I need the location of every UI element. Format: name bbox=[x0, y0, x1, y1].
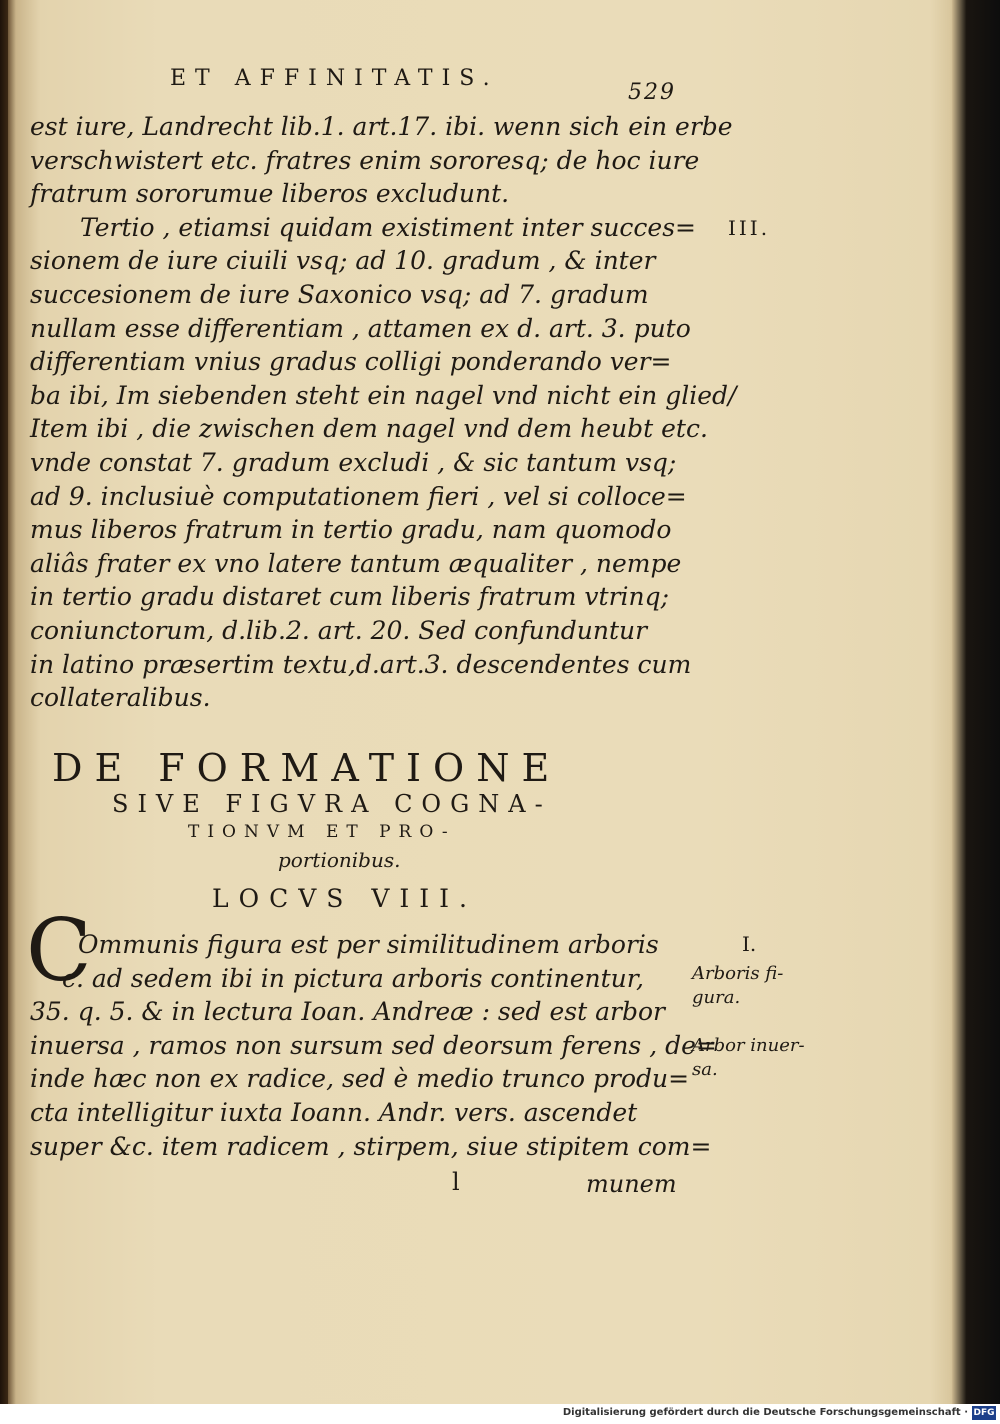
text-line: nullam esse differentiam , attamen ex d. art. 3. puto bbox=[30, 313, 691, 343]
text-line: vnde constat 7. gradum excludi , & sic tantum vsq; bbox=[30, 447, 677, 477]
text-line: aliâs frater ex vno latere tantum æqualiter , nempe bbox=[30, 548, 682, 578]
text-line: cta intelligitur iuxta Ioann. Andr. vers. ascendet bbox=[30, 1097, 638, 1127]
text-line: est iure, Landrecht lib.1. art.17. ibi. wenn sich ein erbe bbox=[30, 112, 733, 141]
text-line: ad 9. inclusiuè computationem fieri , vel si colloce= bbox=[30, 481, 687, 511]
text-line: Item ibi , die zwischen dem nagel vnd dem heubt etc. bbox=[30, 414, 708, 444]
dfg-logo-icon: DFG bbox=[973, 1408, 995, 1418]
text-line: sionem de iure ciuili vsq; ad 10. gradum , & inter bbox=[30, 246, 656, 276]
body-text-block bbox=[30, 110, 737, 715]
text-line: differentiam vnius gradus colligi ponderando ver= bbox=[30, 347, 672, 377]
section-heading-title: DE FORMATIONE bbox=[52, 746, 562, 790]
footer-credit: Digitalisierung gefördert durch die Deutsche Forschungsgemeinschaft · bbox=[562, 1407, 968, 1418]
marginal-note: Arbor inuer- bbox=[692, 1035, 805, 1056]
catchword: munem bbox=[586, 1170, 677, 1198]
text-line: succesionem de iure Saxonico vsq; ad 7. gradum bbox=[30, 279, 649, 309]
text-line: coniunctorum, d.lib.2. art. 20. Sed confunduntur bbox=[30, 615, 648, 645]
marginal-note-number: I. bbox=[742, 932, 757, 956]
marginal-note: gura. bbox=[692, 987, 741, 1008]
page-edge-shadow bbox=[952, 0, 1000, 1424]
section-heading-subtitle-end: portionibus. bbox=[278, 848, 401, 872]
marginal-note: sa. bbox=[692, 1059, 718, 1080]
drop-cap-letter: C bbox=[26, 901, 92, 1001]
text-line: verschwistert etc. fratres enim sororesq; de hoc iure bbox=[30, 145, 700, 175]
text-line: mus liberos fratrum in tertio gradu, nam quomodo bbox=[30, 515, 672, 545]
text-line: inde hæc non ex radice, sed è medio trunco produ= bbox=[30, 1064, 690, 1094]
section-heading-subtitle-cont: TIONVM ET PRO- bbox=[188, 822, 456, 842]
text-line: super &c. item radicem , stirpem, siue stipitem com= bbox=[30, 1131, 712, 1161]
signature-mark: l bbox=[452, 1168, 460, 1196]
marginal-note-number: III. bbox=[728, 216, 771, 240]
book-spine bbox=[0, 0, 8, 1424]
text-line: ba ibi, Im siebenden steht ein nagel vnd nicht ein glied/ bbox=[30, 380, 737, 410]
text-line: in tertio gradu distaret cum liberis fratrum vtrinq; bbox=[30, 582, 670, 612]
text-line: in latino præsertim textu,d.art.3. descendentes cum bbox=[30, 649, 692, 679]
text-line: fratrum sororumue liberos excludunt. bbox=[30, 179, 510, 209]
marginal-note: Arboris fi- bbox=[692, 963, 784, 984]
text-line: collateralibus. bbox=[30, 683, 211, 713]
text-line: c. ad sedem ibi in pictura arboris continentur, bbox=[62, 963, 644, 993]
locus-heading: LOCVS VIII. bbox=[212, 884, 477, 913]
text-line: inuersa , ramos non sursum sed deorsum ferens , de= bbox=[30, 1030, 717, 1060]
text-line: Tertio , etiamsi quidam existiment inter succes= bbox=[80, 212, 696, 242]
section-text-block bbox=[30, 928, 717, 1163]
section-heading-subtitle: SIVE FIGVRA COGNA- bbox=[112, 790, 552, 818]
text-line: 35. q. 5. & in lectura Ioan. Andreæ : sed est arbor bbox=[30, 997, 665, 1027]
text-line: Ommunis figura est per similitudinem arboris bbox=[78, 930, 659, 959]
running-title: ET AFFINITATIS. bbox=[170, 66, 499, 91]
page-number: 529 bbox=[628, 80, 676, 105]
